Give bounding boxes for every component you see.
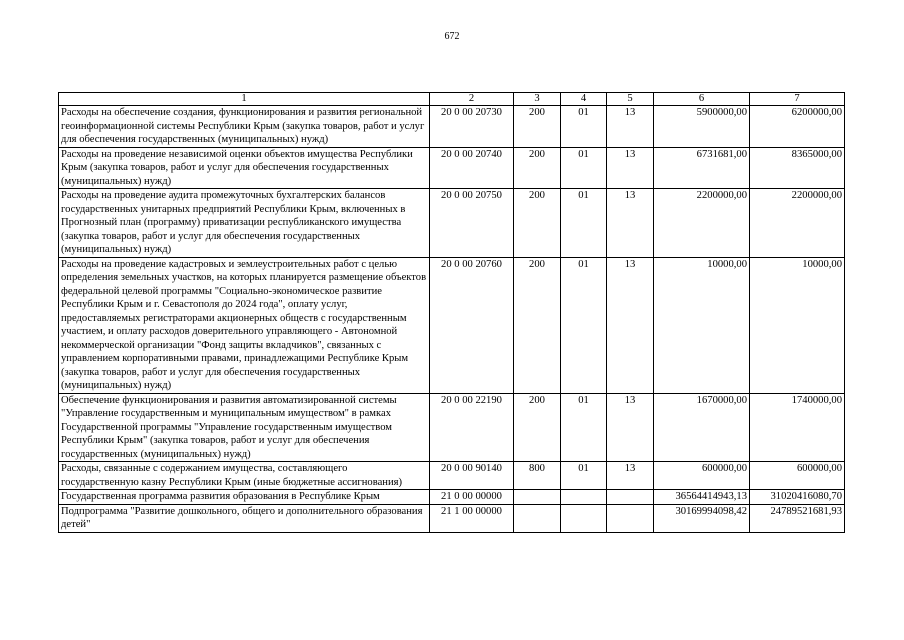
table-row bbox=[59, 106, 845, 148]
amount-col6: 10000,00 bbox=[654, 257, 750, 393]
header-cell-5: 5 bbox=[607, 93, 654, 106]
subsection-code: 13 bbox=[607, 147, 654, 189]
target-article-code: 20 0 00 22190 bbox=[430, 393, 514, 462]
amount-col7: 10000,00 bbox=[750, 257, 845, 393]
table-row bbox=[59, 189, 845, 258]
table-header-row bbox=[59, 93, 845, 106]
page-number: 672 bbox=[444, 31, 460, 42]
subsection-code bbox=[607, 504, 654, 532]
header-cell-7: 7 bbox=[750, 93, 845, 106]
expense-type-code: 200 bbox=[514, 106, 561, 148]
expense-name: Расходы, связанные с содержанием имущества, составляющего государственную казну Республики Крым (иные бюджетные ассигнования) bbox=[59, 462, 430, 490]
amount-col7: 24789521681,93 bbox=[750, 504, 845, 532]
section-code: 01 bbox=[561, 462, 607, 490]
target-article-code: 20 0 00 90140 bbox=[430, 462, 514, 490]
target-article-code: 20 0 00 20740 bbox=[430, 147, 514, 189]
amount-col7: 2200000,00 bbox=[750, 189, 845, 258]
expense-type-code: 200 bbox=[514, 393, 561, 462]
expense-type-code bbox=[514, 504, 561, 532]
expense-name: Расходы на проведение аудита промежуточных бухгалтерских балансов государственных унитарных предприятий Республики Крым, включенных в Прогнозный план (программу) приватизации республиканского имущества (закупка товаров, работ и услуг для обеспечения государственных (муниципальных) нужд) bbox=[59, 189, 430, 258]
amount-col7: 600000,00 bbox=[750, 462, 845, 490]
table-row bbox=[59, 257, 845, 393]
expense-name: Расходы на обеспечение создания, функционирования и развития региональной геоинформационной системы Республики Крым (закупка товаров, работ и услуг для обеспечения государственных (муниципальных) нужд) bbox=[59, 106, 430, 148]
expense-name: Расходы на проведение независимой оценки объектов имущества Республики Крым (закупка товаров, работ и услуг для обеспечения государственных (муниципальных) нужд) bbox=[59, 147, 430, 189]
expense-name: Обеспечение функционирования и развития автоматизированной системы "Управление государственным и муниципальным имуществом" в рамках Государственной программы "Управление государственным имуществом Республики Крым" (закупка товаров, работ и услуг для обеспечения государственных (муниципальных) нужд) bbox=[59, 393, 430, 462]
target-article-code: 20 0 00 20730 bbox=[430, 106, 514, 148]
expense-type-code: 800 bbox=[514, 462, 561, 490]
section-code: 01 bbox=[561, 257, 607, 393]
subsection-code: 13 bbox=[607, 462, 654, 490]
table-row bbox=[59, 490, 845, 505]
section-code bbox=[561, 490, 607, 505]
header-cell-1: 1 bbox=[59, 93, 430, 106]
amount-col6: 36564414943,13 bbox=[654, 490, 750, 505]
header-cell-3: 3 bbox=[514, 93, 561, 106]
expense-type-code: 200 bbox=[514, 189, 561, 258]
subsection-code: 13 bbox=[607, 257, 654, 393]
target-article-code: 21 0 00 00000 bbox=[430, 490, 514, 505]
subsection-code: 13 bbox=[607, 189, 654, 258]
amount-col6: 1670000,00 bbox=[654, 393, 750, 462]
target-article-code: 21 1 00 00000 bbox=[430, 504, 514, 532]
amount-col6: 6731681,00 bbox=[654, 147, 750, 189]
table-row bbox=[59, 393, 845, 462]
expense-name: Расходы на проведение кадастровых и землеустроительных работ с целью определения земельных участков, на которых планируется размещение объектов федеральной целевой программы "Социально-экономическое развитие Республики Крым и г. Севастополя до 2024 года", оплату услуг, предоставляемых регистраторами акционерных обществ с государственным участием, и оплату расходов доверительного управляющего - Автономной некоммерческой организации "Фонд защиты вкладчиков", связанных с управлением корпоративными правами, принадлежащими Республике Крым (закупка товаров, работ и услуг для обеспечения государственных (муниципальных) нужд) bbox=[59, 257, 430, 393]
section-code: 01 bbox=[561, 147, 607, 189]
amount-col6: 600000,00 bbox=[654, 462, 750, 490]
amount-col7: 8365000,00 bbox=[750, 147, 845, 189]
target-article-code: 20 0 00 20760 bbox=[430, 257, 514, 393]
expense-name: Подпрограмма "Развитие дошкольного, общего и дополнительного образования детей" bbox=[59, 504, 430, 532]
table-row bbox=[59, 147, 845, 189]
amount-col6: 2200000,00 bbox=[654, 189, 750, 258]
amount-col6: 5900000,00 bbox=[654, 106, 750, 148]
expense-name: Государственная программа развития образования в Республике Крым bbox=[59, 490, 430, 505]
amount-col7: 31020416080,70 bbox=[750, 490, 845, 505]
header-cell-6: 6 bbox=[654, 93, 750, 106]
expense-type-code bbox=[514, 490, 561, 505]
table-row bbox=[59, 504, 845, 532]
expense-type-code: 200 bbox=[514, 257, 561, 393]
budget-table bbox=[58, 92, 845, 533]
section-code: 01 bbox=[561, 106, 607, 148]
expense-type-code: 200 bbox=[514, 147, 561, 189]
amount-col6: 30169994098,42 bbox=[654, 504, 750, 532]
table-row bbox=[59, 462, 845, 490]
header-cell-2: 2 bbox=[430, 93, 514, 106]
subsection-code: 13 bbox=[607, 106, 654, 148]
subsection-code: 13 bbox=[607, 393, 654, 462]
target-article-code: 20 0 00 20750 bbox=[430, 189, 514, 258]
amount-col7: 1740000,00 bbox=[750, 393, 845, 462]
subsection-code bbox=[607, 490, 654, 505]
section-code: 01 bbox=[561, 189, 607, 258]
section-code bbox=[561, 504, 607, 532]
header-cell-4: 4 bbox=[561, 93, 607, 106]
amount-col7: 6200000,00 bbox=[750, 106, 845, 148]
section-code: 01 bbox=[561, 393, 607, 462]
